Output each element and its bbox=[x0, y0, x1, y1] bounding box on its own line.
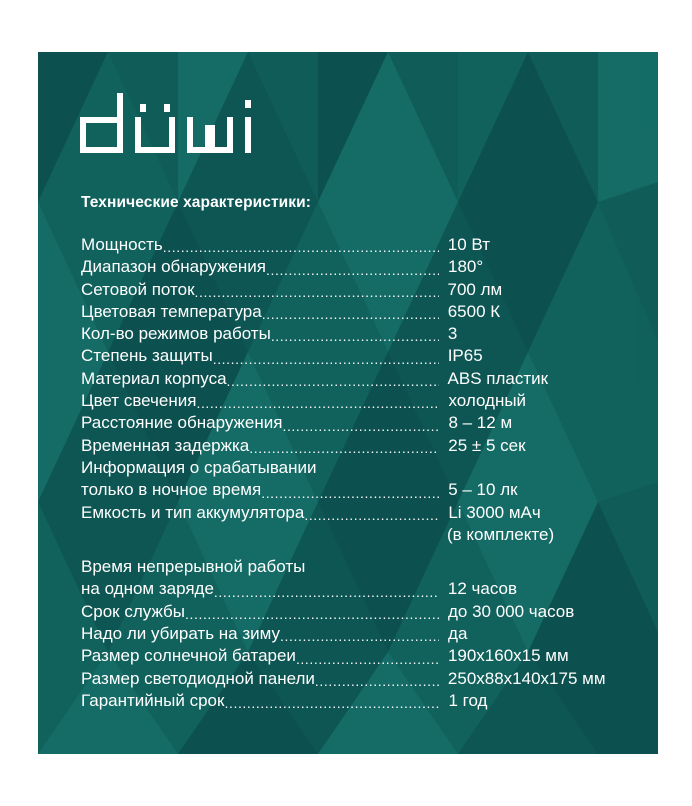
spec-row: Кол-во режимов работы ..... 3 bbox=[81, 323, 641, 345]
spec-row: Емкость и тип аккумулятора ..... Li 3000 мАч bbox=[81, 502, 641, 524]
spec-row: Цветовая температура ..... 6500 К bbox=[81, 301, 641, 323]
spec-row: Степень защиты ..... IP65 bbox=[81, 345, 641, 367]
dot-leader bbox=[261, 484, 439, 502]
spec-row: Временная задержка ..... 25 ± 5 сек bbox=[81, 435, 641, 457]
dot-leader bbox=[249, 439, 439, 457]
dot-leader bbox=[282, 417, 439, 435]
spec-row: на одном заряде ..... 12 часов bbox=[81, 578, 641, 600]
dot-leader bbox=[213, 350, 439, 368]
dot-leader bbox=[266, 261, 439, 279]
spec-row: Материал корпуса ..... ABS пластик bbox=[81, 368, 641, 390]
dot-leader bbox=[196, 394, 439, 412]
spec-row: Расстояние обнаружения ..... 8 – 12 м bbox=[81, 412, 641, 434]
spec-row-label-line: Время непрерывной работы bbox=[81, 557, 306, 577]
spec-row: Срок службы ..... до 30 000 часов bbox=[81, 601, 641, 623]
dot-leader bbox=[195, 283, 439, 301]
dot-leader bbox=[163, 238, 439, 256]
spec-row: Размер светодиодной панели ..... 250х88х140х175 мм bbox=[81, 668, 641, 690]
spec-row: Надо ли убирать на зиму ..... да bbox=[81, 623, 641, 645]
dot-leader bbox=[296, 650, 439, 668]
duwi-logo bbox=[80, 86, 262, 156]
spec-card bbox=[38, 52, 658, 754]
spec-row: Диапазон обнаружения ..... 180° bbox=[81, 256, 641, 278]
spec-row-label-line: Информация о срабатывании bbox=[81, 457, 317, 477]
spec-row: Сетовой поток ..... 700 лм bbox=[81, 279, 641, 301]
spec-list bbox=[81, 234, 641, 712]
spec-row: Мощность ..... 10 Вт bbox=[81, 234, 641, 256]
dot-leader bbox=[227, 372, 439, 390]
spec-row: Цвет свечения ..... холодный bbox=[81, 390, 641, 412]
spec-row: Гарантийный срок ..... 1 год bbox=[81, 690, 641, 712]
dot-leader bbox=[271, 327, 439, 345]
dot-leader bbox=[315, 672, 439, 690]
spec-heading: Технические характеристики: bbox=[81, 194, 312, 211]
spec-row: Размер солнечной батареи ..... 190х160х15 мм bbox=[81, 645, 641, 667]
spec-row-value-line: (в комплекте) bbox=[447, 524, 555, 544]
dot-leader bbox=[214, 583, 439, 601]
dot-leader bbox=[224, 694, 439, 712]
spec-row: только в ночное время ..... 5 – 10 лк bbox=[81, 479, 641, 501]
dot-leader bbox=[280, 627, 439, 645]
dot-leader bbox=[304, 506, 439, 524]
dot-leader bbox=[262, 305, 439, 323]
dot-leader bbox=[185, 605, 439, 623]
